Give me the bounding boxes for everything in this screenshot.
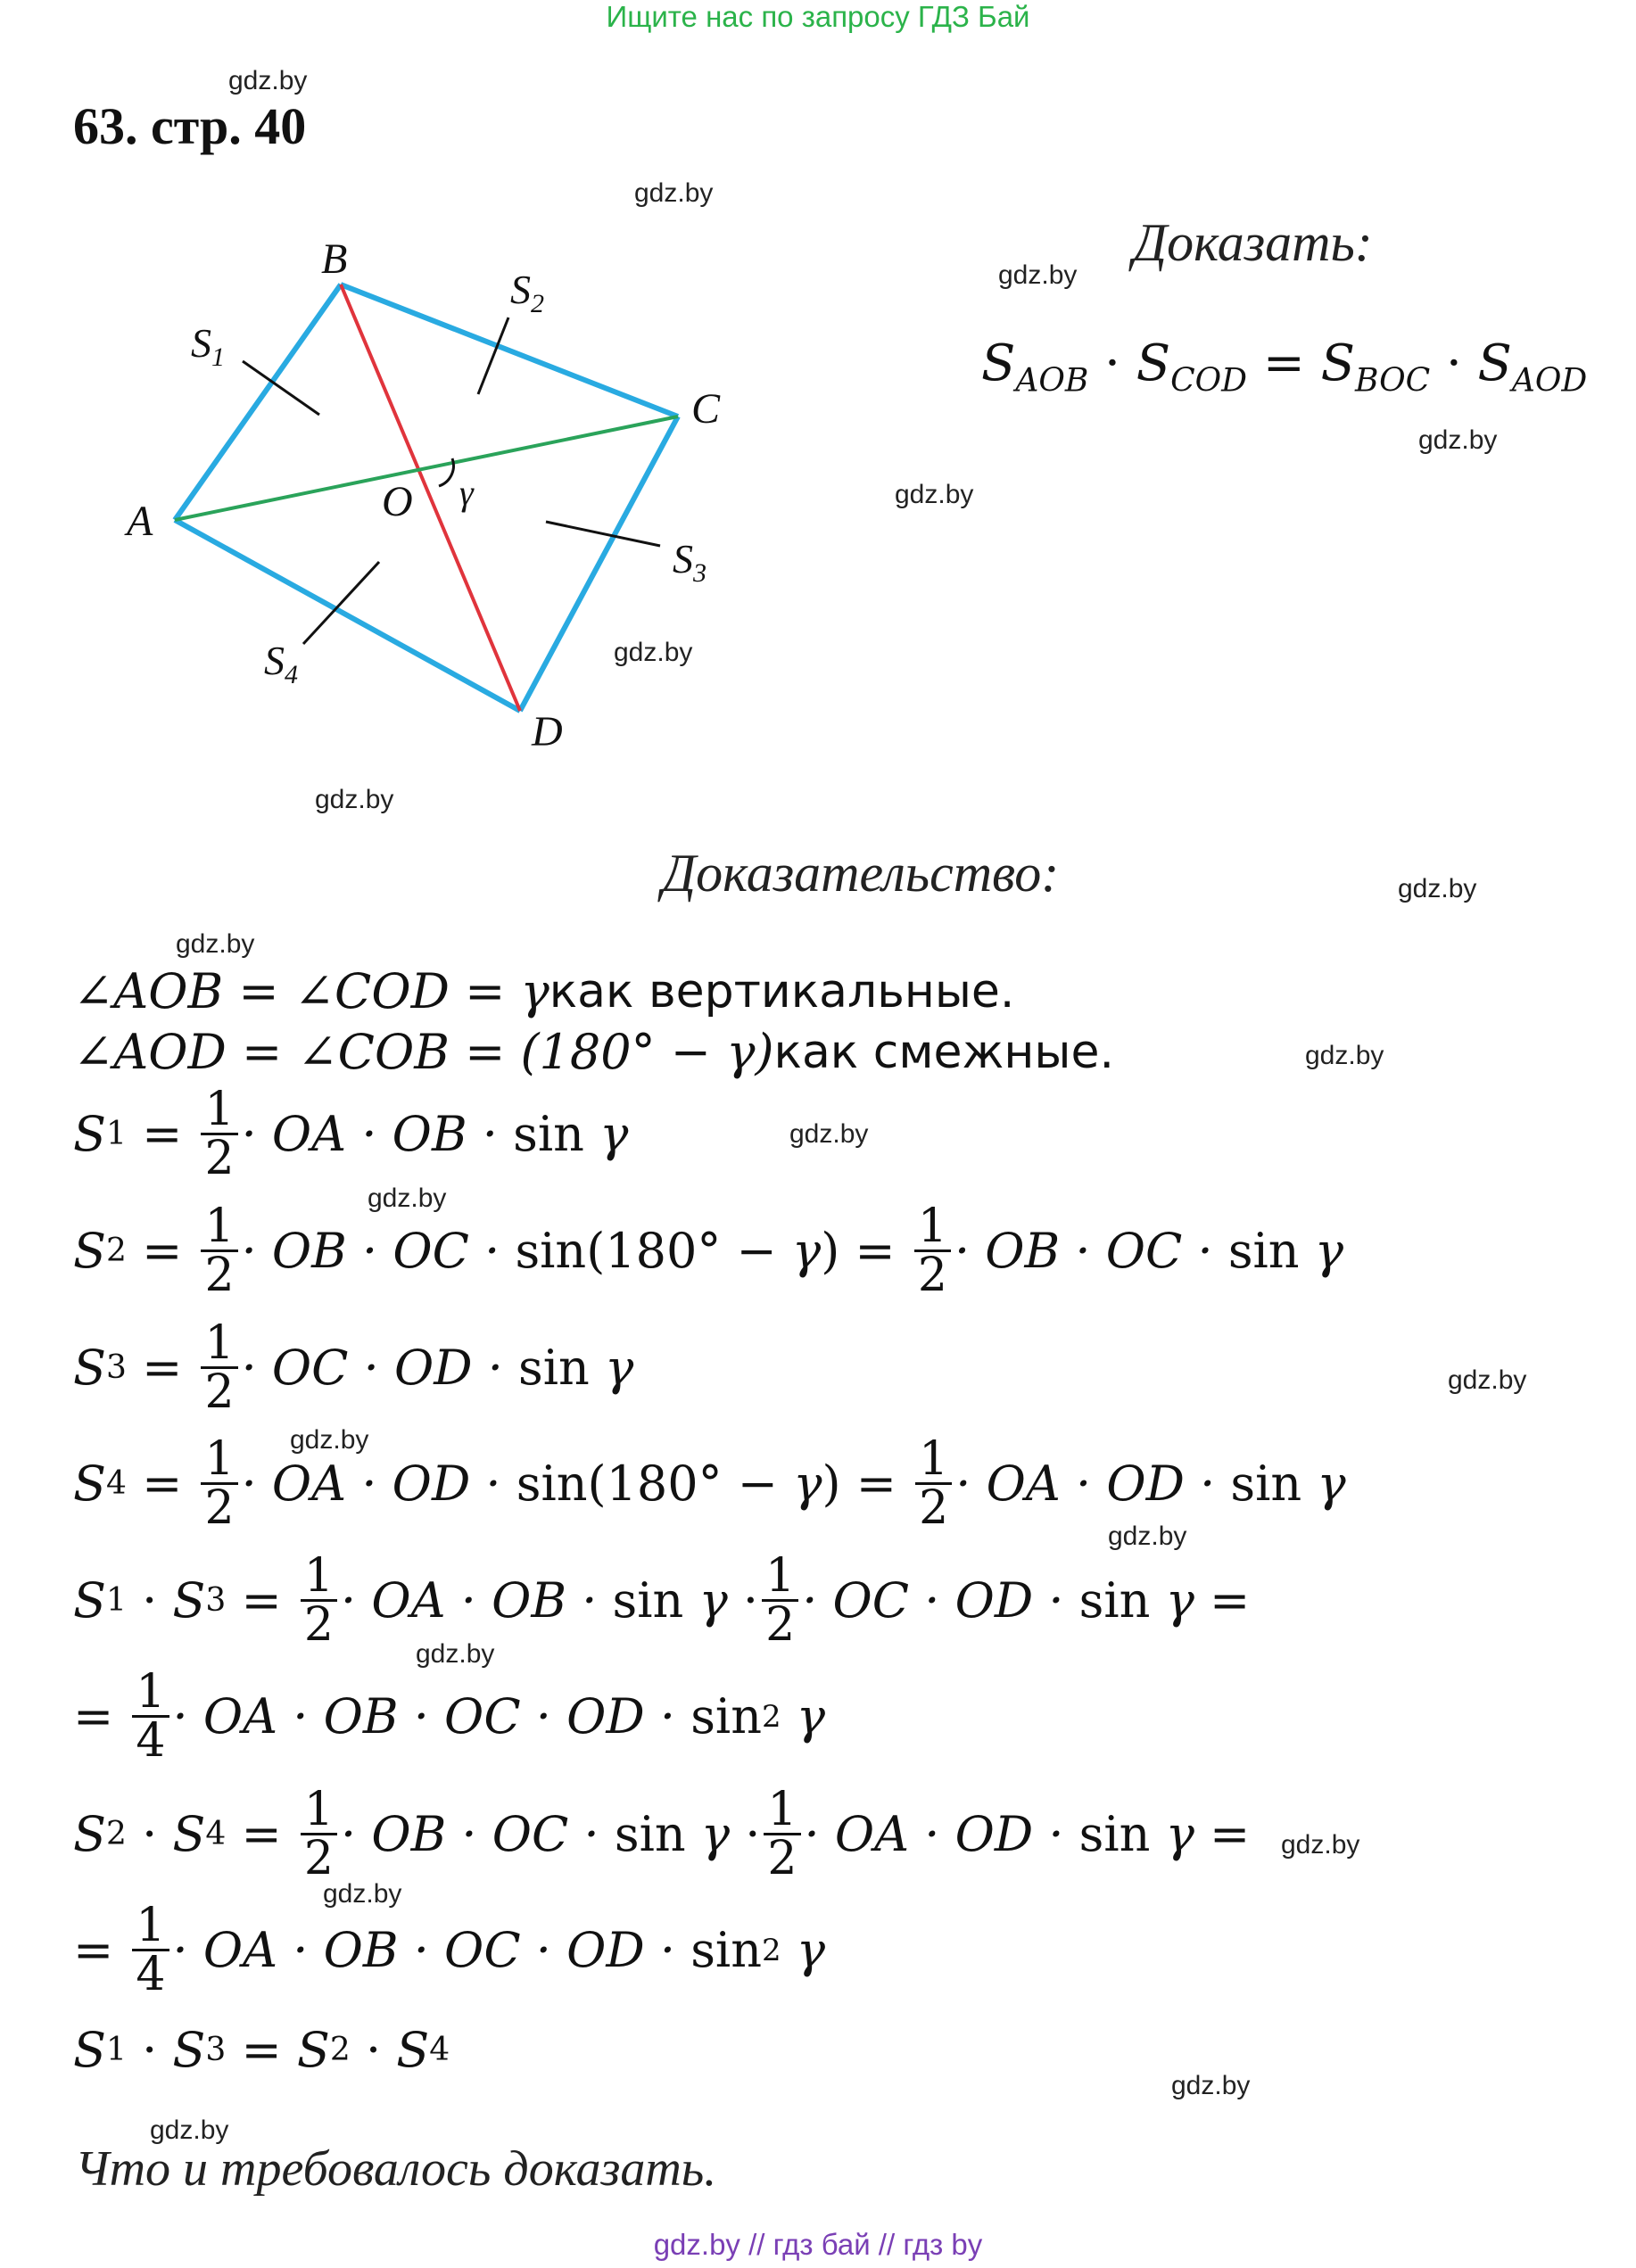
watermark: gdz.by: [315, 785, 394, 814]
watermark: gdz.by: [614, 638, 693, 667]
bottom-banner: gdz.by // гдз бай // гдз by: [653, 2228, 983, 2261]
vertex-label-b: B: [321, 235, 348, 283]
watermark: gdz.by: [1108, 1522, 1187, 1551]
side-cd: [520, 416, 678, 711]
watermark: gdz.by: [290, 1425, 369, 1455]
formula-s2-s4-result: = $\frac{1}{4}$ · OA · OB · OC · OD · sin 2 γ: [73, 1899, 826, 2001]
conclusion-text: Что и требовалось доказать.: [75, 2141, 717, 2197]
watermark: gdz.by: [1281, 1830, 1360, 1860]
watermark: gdz.by: [1398, 874, 1477, 903]
leader-s3: [546, 522, 660, 546]
watermark: gdz.by: [1448, 1365, 1527, 1395]
region-label-s4: $S_4$: [264, 638, 298, 689]
region-label-s1: $S_1$: [191, 320, 225, 372]
side-bc: [341, 285, 678, 416]
watermark: gdz.by: [895, 480, 974, 509]
side-da: [175, 520, 520, 711]
formula-s1-s3-result: = $\frac{1}{4}$ · OA · OB · OC · OD · sin 2 γ: [73, 1665, 826, 1768]
diagonal-bd: [341, 285, 520, 711]
task-heading: 63. стр. 40: [73, 97, 307, 155]
leader-s2: [478, 318, 508, 394]
vertex-label-d: D: [532, 708, 563, 755]
watermark: gdz.by: [789, 1119, 869, 1149]
watermark: gdz.by: [150, 2115, 229, 2145]
proof-label: Доказательство:: [662, 844, 1060, 903]
watermark: gdz.by: [176, 929, 255, 959]
vertex-label-a: A: [127, 498, 153, 545]
quadrilateral-diagram: [0, 0, 803, 803]
watermark: gdz.by: [998, 260, 1078, 290]
proof-line-angles-vertical: ∠AOB = ∠COD = γ как вертикальные.: [73, 963, 1015, 1019]
leader-s4: [303, 562, 379, 644]
formula-s1-s3-product: S 1 · S 3 = $\frac{1}{2}$ · OA · OB · sin γ · $\frac{1}{2}$ · OC · OD · sin γ =: [73, 1549, 1251, 1652]
vertex-label-c: C: [691, 385, 721, 433]
watermark: gdz.by: [634, 178, 714, 208]
proof-line-angles-adjacent: ∠AOD = ∠COB = (180° − γ) как смежные.: [73, 1024, 1114, 1080]
watermark: gdz.by: [416, 1639, 495, 1669]
region-label-s3: $S_3$: [673, 536, 706, 588]
watermark: gdz.by: [228, 66, 308, 95]
watermark: gdz.by: [1171, 2071, 1251, 2100]
watermark: gdz.by: [1305, 1041, 1384, 1070]
watermark: gdz.by: [323, 1879, 402, 1909]
region-label-s2: $S_2$: [510, 267, 544, 318]
formula-s3: S 3 = $\frac{1}{2}$ · OC · OD · sin γ: [73, 1316, 634, 1419]
center-label-o: O: [382, 478, 413, 525]
prove-label: Доказать:: [1133, 213, 1373, 272]
formula-s2: S 2 = $\frac{1}{2}$ · OB · OC · sin(180° − γ ) = $\frac{1}{2}$ · OB · OC · sin γ: [73, 1200, 1344, 1302]
watermark: gdz.by: [1418, 425, 1498, 455]
formula-final-equality: S 1 · S 3 = S 2 · S 4: [73, 2022, 450, 2078]
prove-statement: $S_{AOB} \cdot S_{COD} = S_{BOC} \cdot S_{AOD}$: [981, 334, 1588, 400]
angle-label-gamma: γ: [459, 473, 474, 513]
watermark: gdz.by: [368, 1183, 447, 1213]
diagonal-ac: [175, 416, 678, 520]
formula-s1: S 1 = $\frac{1}{2}$ · OA · OB · sin γ: [73, 1083, 629, 1185]
formula-s4: S 4 = $\frac{1}{2}$ · OA · OD · sin(180° − γ ) = $\frac{1}{2}$ · OA · OD · sin γ: [73, 1432, 1346, 1535]
formula-s2-s4-product: S 2 · S 4 = $\frac{1}{2}$ · OB · OC · sin γ · $\frac{1}{2}$ · OA · OD · sin γ =: [73, 1783, 1251, 1885]
top-banner: Ищите нас по запросу ГДЗ Бай: [606, 0, 1030, 33]
